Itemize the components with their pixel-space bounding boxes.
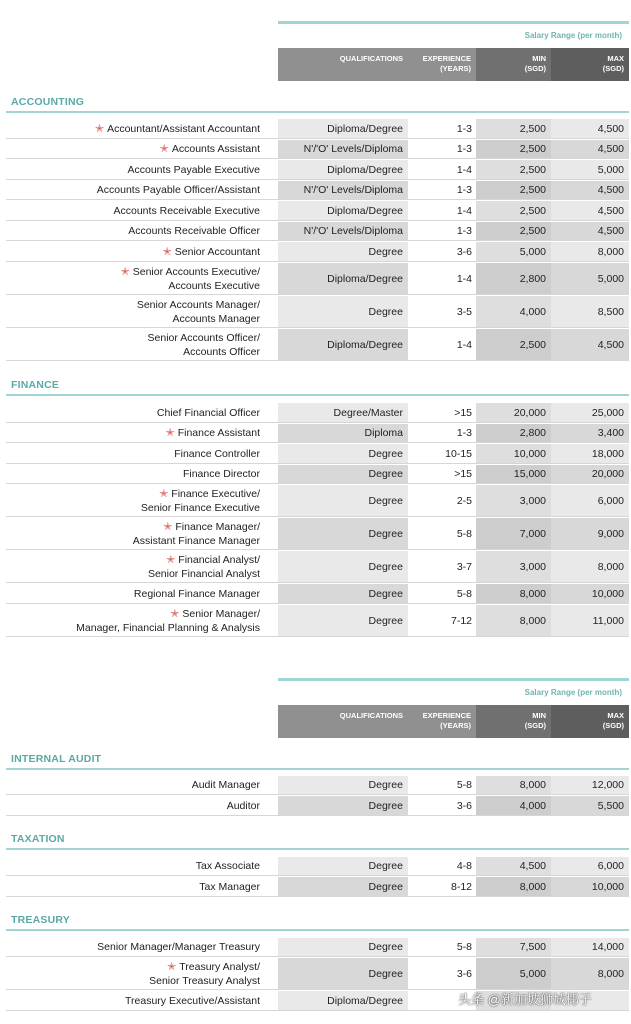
experience-cell: 1-4 — [456, 163, 472, 176]
job-title: ✭ Senior Accountant — [162, 245, 260, 258]
job-title: ✭ Finance Manager/ Assistant Finance Manager — [132, 520, 260, 547]
experience-cell: 3-5 — [456, 305, 472, 318]
min-salary-cell: 2,500 — [476, 140, 551, 158]
experience-cell: 1-3 — [456, 143, 472, 155]
min-salary-cell: 2,500 — [476, 222, 551, 240]
max-salary-cell: 10,000 — [551, 877, 629, 896]
table-row — [0, 241, 631, 262]
min-salary-cell: 8,000 — [476, 877, 551, 896]
row-divider — [6, 1010, 629, 1011]
job-title: ✭ Senior Accounts Executive/ Accounts Executive — [120, 265, 260, 292]
star-icon: ✭ — [163, 520, 173, 533]
max-salary-cell: 4,500 — [551, 181, 629, 199]
table-row — [0, 583, 631, 604]
col-max: MAX (SGD) — [551, 48, 629, 81]
max-salary-cell: 5,000 — [551, 160, 629, 179]
row-divider — [6, 360, 629, 361]
qualification-cell: Degree — [278, 605, 408, 636]
job-title: ✭ Finance Assistant — [165, 427, 260, 439]
job-title: ✭ Treasury Analyst/ Senior Treasury Analyst — [149, 960, 260, 987]
star-icon: ✭ — [170, 607, 180, 620]
experience-cell: 5-8 — [456, 527, 472, 540]
table-row — [0, 856, 631, 876]
experience-cell: >15 — [454, 406, 472, 419]
max-salary-cell: 20,000 — [551, 465, 629, 483]
col-experience: EXPERIENCE (YEARS) — [408, 48, 476, 81]
min-salary-cell: 5,000 — [476, 958, 551, 989]
star-icon: ✭ — [159, 487, 169, 500]
table-row — [0, 484, 631, 517]
max-salary-cell: 8,500 — [551, 296, 629, 327]
col-max: MAX (SGD) — [551, 705, 629, 738]
min-salary-cell: 2,500 — [476, 201, 551, 220]
max-salary-cell: 3,400 — [551, 424, 629, 442]
qualification-cell: Diploma/Degree — [278, 160, 408, 179]
table-row — [0, 159, 631, 180]
experience-cell: 2-5 — [456, 494, 472, 507]
experience-cell: 5-8 — [456, 587, 472, 600]
qualification-cell: Degree — [278, 584, 408, 603]
job-title: ✭ Finance Executive/ Senior Finance Executive — [140, 487, 260, 514]
qualification-cell: Degree — [278, 242, 408, 261]
min-salary-cell: 2,500 — [476, 181, 551, 199]
min-salary-cell: 8,000 — [476, 776, 551, 794]
max-salary-cell: 10,000 — [551, 584, 629, 603]
experience-cell: 1-3 — [456, 427, 472, 439]
max-salary-cell: 4,500 — [551, 222, 629, 240]
table-row — [0, 295, 631, 328]
qualification-cell: Degree — [278, 551, 408, 582]
col-qualifications: QUALIFICATIONS — [278, 705, 408, 738]
min-salary-cell: 7,500 — [476, 938, 551, 956]
experience-cell: 1-4 — [456, 272, 472, 285]
max-salary-cell: 12,000 — [551, 776, 629, 794]
experience-cell: 5-8 — [456, 941, 472, 953]
experience-cell: 1-4 — [456, 204, 472, 217]
job-title: Accounts Receivable Officer — [128, 225, 260, 237]
qualification-cell: Degree — [278, 776, 408, 794]
min-salary-cell: 8,000 — [476, 605, 551, 636]
experience-cell: 3-6 — [456, 799, 472, 812]
experience-cell: 1-3 — [456, 184, 472, 196]
experience-cell: 7-12 — [450, 614, 472, 627]
watermark-text: 头条 @新加坡狮城椰子 — [458, 992, 592, 1007]
salary-range-caption: Salary Range (per month) — [524, 31, 622, 40]
star-icon: ✭ — [162, 245, 172, 258]
min-salary-cell: 4,000 — [476, 296, 551, 327]
max-salary-cell: 8,000 — [551, 242, 629, 261]
qualification-cell: Degree — [278, 444, 408, 463]
qualification-cell: Diploma/Degree — [278, 201, 408, 220]
job-title: Senior Accounts Officer/ Accounts Officer — [147, 331, 260, 358]
experience-cell: 3-6 — [456, 967, 472, 980]
qualification-cell: Diploma/Degree — [278, 263, 408, 294]
job-title: ✭ Senior Manager/ Manager, Financial Planning & Analysis — [76, 607, 260, 634]
min-salary-cell: 2,500 — [476, 160, 551, 179]
table-row — [0, 262, 631, 295]
col-min: MIN (SGD) — [476, 48, 551, 81]
star-icon: ✭ — [165, 427, 175, 439]
max-salary-cell: 8,000 — [551, 551, 629, 582]
max-salary-cell: 8,000 — [551, 958, 629, 989]
experience-cell: 3-7 — [456, 560, 472, 573]
star-icon: ✭ — [166, 553, 176, 566]
section-title-accounting: ACCOUNTING — [11, 96, 85, 108]
min-salary-cell: 4,500 — [476, 857, 551, 875]
section-title-taxation: TAXATION — [11, 833, 65, 845]
qualification-cell: Diploma/Degree — [278, 329, 408, 360]
section-title-internal-audit: INTERNAL AUDIT — [11, 753, 102, 765]
max-salary-cell: 11,000 — [551, 605, 629, 636]
table-row — [0, 118, 631, 139]
table-row — [0, 550, 631, 583]
experience-cell: 5-8 — [456, 779, 472, 791]
table-row — [0, 464, 631, 484]
table-row — [0, 775, 631, 795]
qualification-cell: N'/'O' Levels/Diploma — [278, 222, 408, 240]
max-salary-cell: 25,000 — [551, 403, 629, 422]
job-title: Senior Manager/Manager Treasury — [97, 941, 260, 953]
job-title: Accounts Receivable Executive — [113, 204, 260, 217]
table-row — [0, 180, 631, 200]
min-salary-cell: 5,000 — [476, 242, 551, 261]
col-min: MIN (SGD) — [476, 705, 551, 738]
min-salary-cell: 2,800 — [476, 424, 551, 442]
qualification-cell: Degree — [278, 938, 408, 956]
qualification-cell: Diploma/Degree — [278, 991, 408, 1010]
table-row — [0, 423, 631, 443]
col-qualifications: QUALIFICATIONS — [278, 48, 408, 81]
job-title: Audit Manager — [191, 779, 260, 791]
min-salary-cell: 4,000 — [476, 796, 551, 815]
experience-cell: 10-15 — [445, 447, 472, 460]
section-title-finance: FINANCE — [11, 379, 60, 391]
min-salary-cell: 7,000 — [476, 518, 551, 549]
max-salary-cell: 6,000 — [551, 485, 629, 516]
job-title: ✭ Accounts Assistant — [159, 143, 260, 155]
header-top-rule — [278, 21, 629, 24]
experience-cell: 4-8 — [456, 860, 472, 872]
max-salary-cell: 4,500 — [551, 201, 629, 220]
min-salary-cell: 10,000 — [476, 444, 551, 463]
max-salary-cell: 5,000 — [551, 263, 629, 294]
max-salary-cell: 4,500 — [551, 140, 629, 158]
min-salary-cell: 15,000 — [476, 465, 551, 483]
table-row — [0, 200, 631, 221]
salary-range-caption: Salary Range (per month) — [524, 688, 622, 697]
min-salary-cell: 20,000 — [476, 403, 551, 422]
row-divider — [6, 896, 629, 897]
star-icon: ✭ — [120, 265, 130, 278]
job-title: Treasury Executive/Assistant — [125, 994, 260, 1007]
max-salary-cell: 18,000 — [551, 444, 629, 463]
experience-cell: 1-3 — [456, 122, 472, 135]
experience-cell: >15 — [454, 468, 472, 480]
table-row — [0, 957, 631, 990]
section-rule — [6, 394, 629, 396]
max-salary-cell: 4,500 — [551, 329, 629, 360]
table-row — [0, 328, 631, 361]
min-salary-cell: 3,000 — [476, 485, 551, 516]
job-title: Chief Financial Officer — [156, 406, 260, 419]
job-title: Regional Finance Manager — [133, 587, 260, 600]
job-title: Senior Accounts Manager/ Accounts Manager — [136, 298, 260, 325]
section-rule — [6, 848, 629, 850]
row-divider — [6, 815, 629, 816]
experience-cell: 8-12 — [450, 880, 472, 893]
max-salary-cell: 4,500 — [551, 119, 629, 138]
job-title: Accounts Payable Officer/Assistant — [96, 184, 260, 196]
qualification-cell: Degree — [278, 857, 408, 875]
max-salary-cell: 6,000 — [551, 857, 629, 875]
experience-cell: 1-4 — [456, 338, 472, 351]
star-icon: ✭ — [167, 960, 177, 973]
col-experience: EXPERIENCE (YEARS) — [408, 705, 476, 738]
max-salary-cell: 9,000 — [551, 518, 629, 549]
job-title: Auditor — [226, 799, 260, 812]
section-rule — [6, 929, 629, 931]
qualification-cell: Degree — [278, 796, 408, 815]
row-divider — [6, 636, 629, 637]
experience-cell: 3-6 — [456, 245, 472, 258]
min-salary-cell: 2,500 — [476, 329, 551, 360]
qualification-cell: Degree — [278, 877, 408, 896]
table-row — [0, 795, 631, 816]
qualification-cell: N'/'O' Levels/Diploma — [278, 140, 408, 158]
qualification-cell: Degree — [278, 296, 408, 327]
max-salary-cell: 5,500 — [551, 796, 629, 815]
job-title: Finance Director — [182, 468, 260, 480]
min-salary-cell: 2,500 — [476, 119, 551, 138]
table-row — [0, 517, 631, 550]
table-row — [0, 937, 631, 957]
experience-cell: 1-3 — [456, 225, 472, 237]
qualification-cell: Degree — [278, 958, 408, 989]
section-rule — [6, 111, 629, 113]
min-salary-cell: 2,800 — [476, 263, 551, 294]
star-icon: ✭ — [159, 143, 169, 155]
section-rule — [6, 768, 629, 770]
qualification-cell: Degree — [278, 465, 408, 483]
job-title: ✭ Accountant/Assistant Accountant — [94, 122, 260, 135]
qualification-cell: Degree — [278, 518, 408, 549]
star-icon: ✭ — [94, 122, 105, 135]
header-top-rule — [278, 678, 629, 681]
min-salary-cell: 3,000 — [476, 551, 551, 582]
table-row — [0, 221, 631, 241]
min-salary-cell: 8,000 — [476, 584, 551, 603]
table-row — [0, 402, 631, 423]
qualification-cell: Degree — [278, 485, 408, 516]
qualification-cell: Degree/Master — [278, 403, 408, 422]
max-salary-cell: 14,000 — [551, 938, 629, 956]
qualification-cell: Diploma/Degree — [278, 119, 408, 138]
qualification-cell: N'/'O' Levels/Diploma — [278, 181, 408, 199]
table-row — [0, 139, 631, 159]
table-row — [0, 876, 631, 897]
section-title-treasury: TREASURY — [11, 914, 70, 926]
job-title: Finance Controller — [174, 447, 260, 460]
job-title: Tax Associate — [195, 860, 260, 872]
table-row — [0, 604, 631, 637]
qualification-cell: Diploma — [278, 424, 408, 442]
job-title: Accounts Payable Executive — [127, 163, 260, 176]
job-title: Tax Manager — [199, 880, 260, 893]
table-row — [0, 443, 631, 464]
job-title: ✭ Financial Analyst/ Senior Financial Analyst — [147, 553, 260, 580]
